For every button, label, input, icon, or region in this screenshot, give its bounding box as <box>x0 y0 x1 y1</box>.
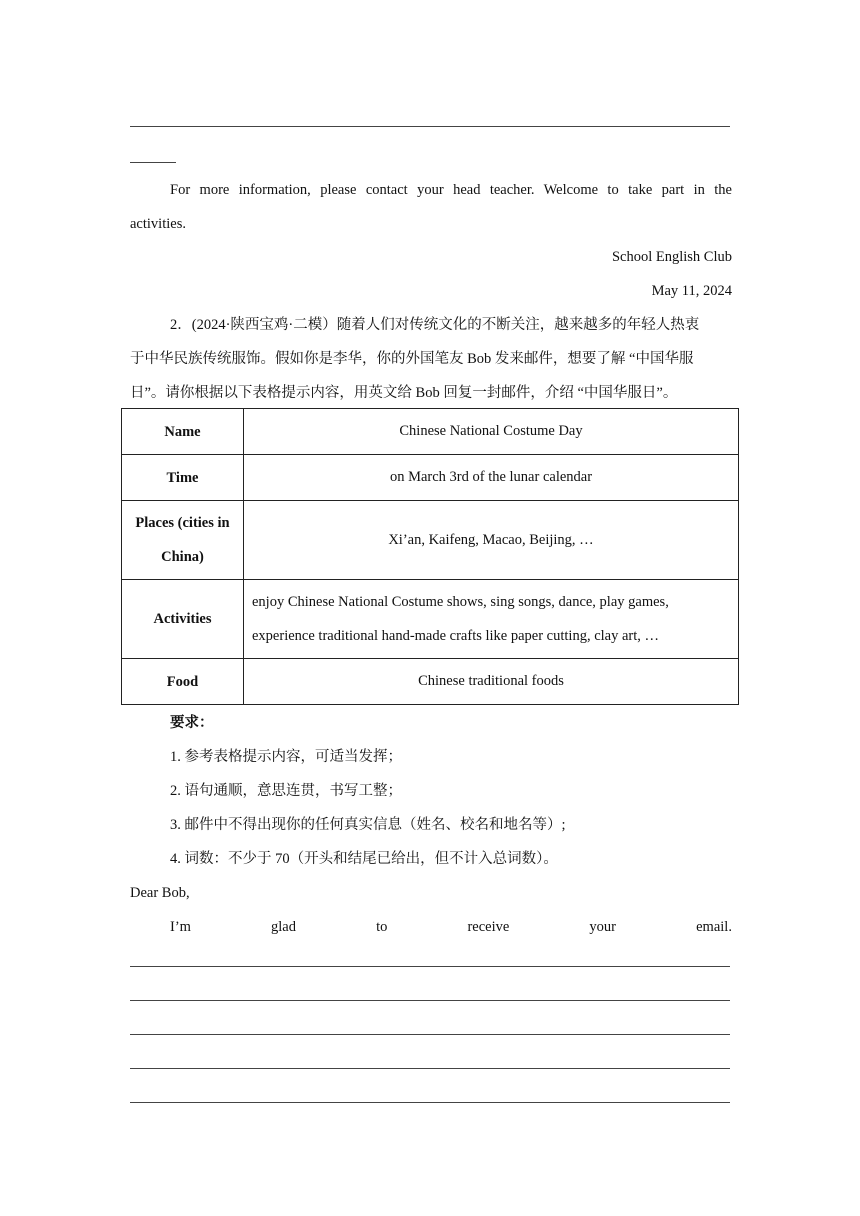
table-label <box>122 501 244 580</box>
table-row <box>122 455 739 501</box>
answer-line <box>130 126 730 127</box>
answer-line <box>130 1102 730 1103</box>
opening-word: email. <box>696 919 732 935</box>
signature-date: May 11, 2024 <box>651 283 732 299</box>
table-value-line1: enjoy Chinese National Costume shows, sing songs, dance, play games, <box>252 594 669 610</box>
table-row <box>122 659 739 705</box>
table-label: Activities <box>122 580 244 659</box>
table-label: Food <box>122 659 244 705</box>
requirements-heading: 要求： <box>170 715 214 731</box>
info-paragraph-line2: activities. <box>130 216 186 232</box>
table-row <box>122 501 739 580</box>
question-line3: 日”。请你根据以下表格提示内容，用英文给 Bob 回复一封邮件，介绍 “中国华服日”。 <box>130 385 678 401</box>
table-label: Name <box>122 409 244 455</box>
answer-line <box>130 1000 730 1001</box>
opening-word: I’m <box>170 919 191 935</box>
signature-org: School English Club <box>611 249 732 265</box>
answer-line <box>130 1068 730 1069</box>
table-value <box>244 580 739 659</box>
answer-line <box>130 1034 730 1035</box>
question-line1: 2．(2024·陕西宝鸡·二模）随着人们对传统文化的不断关注，越来越多的年轻人热衷 <box>170 317 700 333</box>
info-paragraph-line1: For more information, please contact your head teacher. Welcome to take part in the <box>170 182 732 198</box>
table-value: Chinese National Costume Day <box>244 409 739 455</box>
info-table <box>121 408 739 705</box>
opening-word: to <box>376 919 388 935</box>
answer-line <box>130 966 730 967</box>
table-value-line2: experience traditional hand-made crafts like paper cutting, clay art, … <box>252 628 660 644</box>
requirement-item: 2. 语句通顺，意思连贯，书写工整； <box>170 783 402 799</box>
table-label-line1: Places (cities in <box>135 515 230 531</box>
requirement-item: 3. 邮件中不得出现你的任何真实信息（姓名、校名和地名等）; <box>170 817 566 833</box>
table-value: on March 3rd of the lunar calendar <box>244 455 739 501</box>
table-value: Chinese traditional foods <box>244 659 739 705</box>
table-row <box>122 409 739 455</box>
opening-word: your <box>589 919 617 935</box>
opening-word: receive <box>467 919 510 935</box>
opening-word: glad <box>271 919 296 935</box>
table-value: Xi’an, Kaifeng, Macao, Beijing, … <box>244 501 739 580</box>
letter-opening-line <box>170 917 732 937</box>
table-row <box>122 580 739 659</box>
requirement-item: 4. 词数：不少于 70（开头和结尾已给出，但不计入总词数）。 <box>170 851 558 867</box>
answer-line-short <box>130 162 176 163</box>
requirement-item: 1. 参考表格提示内容，可适当发挥； <box>170 749 402 765</box>
table-label-line2: China) <box>161 549 204 565</box>
letter-greeting: Dear Bob, <box>130 885 190 901</box>
table-label: Time <box>122 455 244 501</box>
question-line2: 于中华民族传统服饰。假如你是李华，你的外国笔友 Bob 发来邮件，想要了解 “中国华服 <box>130 351 694 367</box>
